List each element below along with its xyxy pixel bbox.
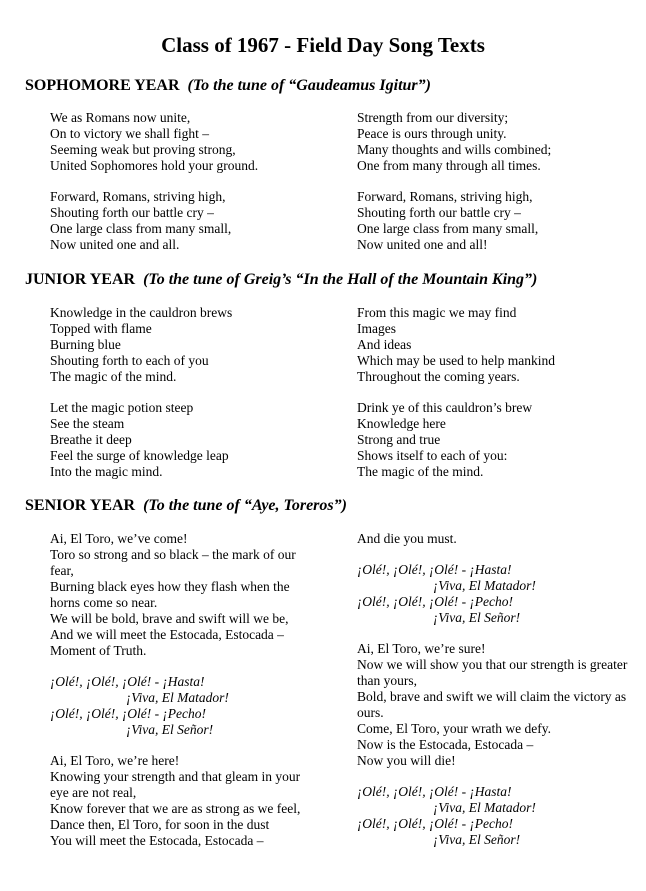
section-tune: (To the tune of Greig’s “In the Hall of the Mountain King”) bbox=[143, 271, 538, 288]
lyric-line: Let the magic potion steep bbox=[50, 400, 194, 415]
chorus-line: ¡Olé!, ¡Olé!, ¡Olé! - ¡Pecho! bbox=[357, 816, 513, 831]
stanza bbox=[357, 400, 632, 480]
lyric-line: Into the magic mind. bbox=[50, 464, 163, 479]
chorus bbox=[357, 784, 632, 848]
lyric-line: Shouting forth to each of you bbox=[50, 353, 209, 368]
lyric-line: Strength from our diversity; bbox=[357, 110, 509, 125]
lyric-line: Seeming weak but proving strong, bbox=[50, 142, 236, 157]
lyric-line: Dance then, El Toro, for soon in the dust bbox=[50, 817, 270, 832]
lyric-line: The magic of the mind. bbox=[357, 464, 484, 479]
lyric-line: Now is the Estocada, Estocada – bbox=[357, 737, 534, 752]
sophomore-left-column bbox=[50, 110, 320, 268]
lyric-line: We as Romans now unite, bbox=[50, 110, 191, 125]
chorus-line: ¡Viva, El Matador! bbox=[433, 578, 536, 593]
lyric-line: Bold, brave and swift we will claim the victory as ours. bbox=[357, 689, 627, 720]
lyric-line: Ai, El Toro, we’re here! bbox=[50, 753, 180, 768]
section-label: JUNIOR YEAR bbox=[25, 271, 136, 288]
lyric-line: Strong and true bbox=[357, 432, 441, 447]
lyric-line: Know forever that we are as strong as we feel, bbox=[50, 801, 301, 816]
lyric-line: Topped with flame bbox=[50, 321, 152, 336]
lyric-line: Now united one and all. bbox=[50, 237, 180, 252]
lyric-line: Knowledge in the cauldron brews bbox=[50, 305, 233, 320]
lyric-line: Moment of Truth. bbox=[50, 643, 147, 658]
lyric-line: Toro so strong and so black – the mark of our fear, bbox=[50, 547, 296, 578]
lyric-line: Ai, El Toro, we’ve come! bbox=[50, 531, 188, 546]
lyric-line: Now we will show you that our strength is greater than yours, bbox=[357, 657, 628, 688]
chorus-line: ¡Viva, El Señor! bbox=[433, 832, 521, 847]
junior-left-column bbox=[50, 305, 320, 495]
lyric-line: Drink ye of this cauldron’s brew bbox=[357, 400, 533, 415]
lyric-line: The magic of the mind. bbox=[50, 369, 177, 384]
chorus-line: ¡Olé!, ¡Olé!, ¡Olé! - ¡Hasta! bbox=[357, 562, 512, 577]
lyric-line: One large class from many small, bbox=[50, 221, 232, 236]
junior-right-column bbox=[357, 305, 632, 495]
lyric-line: Shouting forth our battle cry – bbox=[50, 205, 214, 220]
stanza bbox=[50, 189, 320, 253]
stanza bbox=[357, 110, 632, 174]
section-heading-senior bbox=[25, 496, 347, 516]
lyric-line: Forward, Romans, striving high, bbox=[50, 189, 226, 204]
lyric-line: On to victory we shall fight – bbox=[50, 126, 209, 141]
sophomore-right-column bbox=[357, 110, 632, 268]
lyric-line: We will be bold, brave and swift will we be, bbox=[50, 611, 289, 626]
stanza bbox=[357, 641, 632, 769]
chorus-line: ¡Viva, El Matador! bbox=[126, 690, 229, 705]
stanza bbox=[357, 531, 632, 547]
chorus-line: ¡Olé!, ¡Olé!, ¡Olé! - ¡Hasta! bbox=[357, 784, 512, 799]
lyric-line: Shows itself to each of you: bbox=[357, 448, 508, 463]
lyric-line: Burning blue bbox=[50, 337, 121, 352]
stanza bbox=[50, 400, 320, 480]
section-label: SENIOR YEAR bbox=[25, 497, 136, 514]
chorus-line: ¡Viva, El Matador! bbox=[433, 800, 536, 815]
lyric-line: Peace is ours through unity. bbox=[357, 126, 507, 141]
chorus bbox=[50, 674, 320, 738]
lyric-line: And we will meet the Estocada, Estocada – bbox=[50, 627, 284, 642]
chorus-line: ¡Olé!, ¡Olé!, ¡Olé! - ¡Pecho! bbox=[50, 706, 206, 721]
lyric-line: Images bbox=[357, 321, 396, 336]
stanza bbox=[50, 753, 320, 849]
stanza bbox=[357, 189, 632, 253]
lyric-line: And ideas bbox=[357, 337, 412, 352]
stanza bbox=[357, 305, 632, 385]
section-heading-junior bbox=[25, 270, 537, 290]
lyric-line: Burning black eyes how they flash when the horns come so near. bbox=[50, 579, 290, 610]
chorus bbox=[357, 562, 632, 626]
lyric-line: Now united one and all! bbox=[357, 237, 488, 252]
lyric-line: Breathe it deep bbox=[50, 432, 132, 447]
lyric-line: See the steam bbox=[50, 416, 125, 431]
lyric-line: Forward, Romans, striving high, bbox=[357, 189, 533, 204]
lyric-line: One large class from many small, bbox=[357, 221, 539, 236]
senior-right-column bbox=[357, 531, 632, 863]
lyric-line: Feel the surge of knowledge leap bbox=[50, 448, 229, 463]
lyric-line: Knowledge here bbox=[357, 416, 446, 431]
chorus-line: ¡Viva, El Señor! bbox=[126, 722, 214, 737]
chorus-line: ¡Viva, El Señor! bbox=[433, 610, 521, 625]
lyric-line: From this magic we may find bbox=[357, 305, 517, 320]
page-title: Class of 1967 - Field Day Song Texts bbox=[161, 33, 485, 57]
section-tune: (To the tune of “Gaudeamus Igitur”) bbox=[187, 77, 431, 94]
senior-left-column bbox=[50, 531, 320, 864]
stanza bbox=[50, 531, 320, 659]
lyric-line: Which may be used to help mankind bbox=[357, 353, 555, 368]
lyric-line: Shouting forth our battle cry – bbox=[357, 205, 521, 220]
stanza bbox=[50, 110, 320, 174]
section-label: SOPHOMORE YEAR bbox=[25, 77, 180, 94]
lyric-line: Many thoughts and wills combined; bbox=[357, 142, 552, 157]
lyric-line: One from many through all times. bbox=[357, 158, 541, 173]
chorus-line: ¡Olé!, ¡Olé!, ¡Olé! - ¡Hasta! bbox=[50, 674, 205, 689]
section-heading-sophomore bbox=[25, 76, 431, 96]
lyric-line: Come, El Toro, your wrath we defy. bbox=[357, 721, 552, 736]
lyric-line: Ai, El Toro, we’re sure! bbox=[357, 641, 486, 656]
lyric-line: Knowing your strength and that gleam in your eye are not real, bbox=[50, 769, 301, 800]
lyric-line: Throughout the coming years. bbox=[357, 369, 520, 384]
lyric-line: United Sophomores hold your ground. bbox=[50, 158, 259, 173]
section-tune: (To the tune of “Aye, Toreros”) bbox=[143, 497, 347, 514]
lyric-line: Now you will die! bbox=[357, 753, 456, 768]
lyric-line: You will meet the Estocada, Estocada – bbox=[50, 833, 264, 848]
lyric-line: And die you must. bbox=[357, 531, 457, 546]
stanza bbox=[50, 305, 320, 385]
chorus-line: ¡Olé!, ¡Olé!, ¡Olé! - ¡Pecho! bbox=[357, 594, 513, 609]
